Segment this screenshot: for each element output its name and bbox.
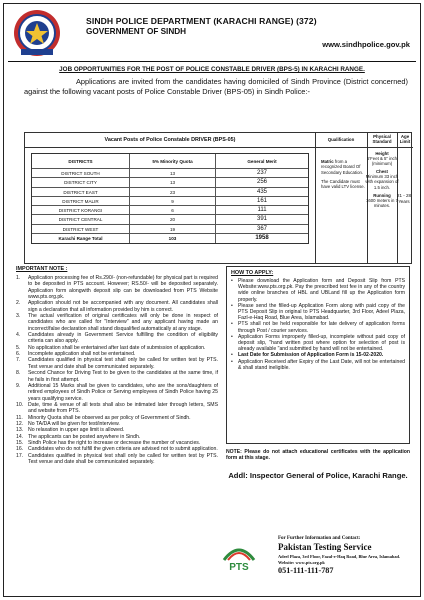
advertisement-page (3, 3, 421, 597)
bullet-icon: • (231, 358, 233, 365)
note-text: NOTE: Please do not attach educational certificates with the application form at this stage. (226, 449, 410, 462)
item-text: Second Chance for Driving Test to be given to the candidates at the same time, if he fails in first attempt. (28, 370, 218, 383)
bullet-icon: • (231, 278, 233, 284)
item-number: 17. (16, 452, 24, 459)
item-text: Candidates qualified in physical test shall only be called for written test by PTS. Test venue and date shall be communicated separately. (28, 452, 218, 465)
qualification-cell: Matric from a recognized Board Of Secondary Education. The Candidate must have valid LTV license. (321, 159, 369, 189)
item-number: 15. (16, 439, 24, 446)
height-value: 5'Feet & 5" inch (minimum) (366, 156, 398, 167)
pts-website: Website: www.pts.org.pk (278, 560, 325, 565)
item-number: 16. (16, 446, 24, 453)
how-to-apply-item (231, 359, 405, 371)
pts-contact (278, 536, 418, 575)
district-table (31, 153, 309, 244)
item-text: Date, time & venue of all tests shall also be intimated later through letters, SMS and website from PTS. (28, 401, 218, 415)
item-number: 1. (16, 275, 21, 281)
important-note-item (16, 275, 218, 300)
item-text: Application should not be accompanied with any document. All candidates shall sign a declaration that all information provided by him is correct. (28, 300, 218, 313)
item-number: 10. (16, 401, 24, 408)
how-to-apply-item (231, 303, 405, 322)
table-row: DISTRICT KORANGI 6 111 (32, 206, 308, 215)
physical-standard-cell: Height 5'Feet & 5" inch (minimum) Chest Minimum 33 inch with expansion of 1.5 inch. Running 1600 meters in 7 minutes. (365, 151, 399, 208)
important-note-item (16, 313, 218, 332)
item-text: Last Date for Submission of Application Form is 15-02-2020. (238, 352, 384, 359)
department-title: SINDH POLICE DEPARTMENT (KARACHI RANGE) (372) (86, 16, 317, 26)
item-number: 9. (16, 382, 21, 389)
item-number: 7. (16, 357, 21, 364)
important-note-item (16, 370, 218, 383)
how-to-apply-box (226, 266, 410, 444)
item-text: No relaxation in upper age limit is allowed. (28, 427, 125, 434)
running-value: 1600 meters in 7 minutes. (365, 197, 398, 208)
how-to-apply-item (231, 278, 405, 303)
job-title: JOB OPPORTUNITIES FOR THE POST OF POLICE CONSTABLE DRIVER (BPS-5) IN KARACHI RANGE. (59, 66, 365, 73)
item-number: 2. (16, 300, 21, 307)
age-limit-header: Age Limit (399, 134, 411, 145)
item-number: 4. (16, 332, 21, 339)
pts-contact-line: For Further Information and Contact: (278, 536, 361, 541)
bullet-icon: • (231, 321, 233, 328)
item-number: 8. (16, 370, 21, 377)
lower-section (16, 266, 410, 596)
vacancy-table (24, 132, 412, 264)
important-note-item (16, 357, 218, 370)
physical-standard-header: Physical Standard (372, 134, 392, 145)
license-requirement: The Candidate must have valid LTV license. (321, 178, 365, 190)
sindh-police-emblem-icon (12, 8, 62, 58)
how-to-apply-item (231, 321, 405, 333)
item-text: Candidates who do not fulfill the given criteria are advised not to submit application. (28, 446, 218, 453)
item-text: Application processing fee of Rs.290/- (non-refundable) for physical part is required to be deposited in PTS account. However; RS.50/- will be deposited separately. Application form alongwith deposit slip can be downloaded from PTS Website www.pts.org.pk. (28, 275, 218, 301)
pts-name: Pakistan Testing Service (278, 542, 372, 552)
item-text: Sindh Police has the right to increase or decrease the number of vacancies. (28, 439, 201, 446)
table-row: DISTRICT CITY 13 256 (32, 178, 308, 187)
item-text: The applicants can be posted anywhere in Sindh. (28, 433, 141, 440)
table-row: DISTRICT SOUTH 13 237 (32, 169, 308, 178)
table-row: DISTRICT EAST 23 435 (32, 188, 308, 197)
item-number: 11. (16, 414, 23, 421)
important-note-item (16, 300, 218, 313)
department-website: www.sindhpolice.gov.pk (322, 40, 410, 49)
item-text: Application Received after Expiry of the Last Date, will not be entertained & shall stand ineligible. (238, 358, 405, 371)
important-note-item (16, 453, 218, 466)
table-row: DISTRICT WEST 19 367 (32, 225, 308, 234)
item-text: Additional 15 Marks shall be given to candidates, who are the sons/daughters of retired employees of Sindh Police or Serving employees of Sindh Police having 25 years qualifying service. (28, 382, 218, 402)
table-row: DISTRICT MALIR 9 161 (32, 197, 308, 206)
how-to-apply-list (231, 278, 405, 371)
issuing-authority: Addl: Inspector General of Police, Karachi Range. (228, 471, 408, 480)
item-number: 14. (16, 433, 24, 440)
bullet-icon: • (231, 333, 233, 340)
total-row: Karachi Range Total 103 1958 (32, 234, 308, 243)
age-limit-cell: 21 - 28 Years (396, 193, 411, 204)
how-to-apply-title: HOW TO APPLY: (231, 270, 274, 276)
pts-logo-icon (218, 538, 260, 572)
district-table-header (32, 154, 308, 169)
item-text: Candidates already in Government Service fulfilling the condition of eligibility criteria can also apply. (28, 332, 218, 345)
how-to-apply-item (231, 334, 405, 353)
bullet-icon: • (231, 302, 233, 309)
header-divider (8, 61, 416, 62)
important-note-item (16, 383, 218, 402)
item-text: Please download the Application form and Deposit Slip from PTS Website:www.pts.org.pk. Pay the prescribed test fee in any of the country wide online branches of HBL and UBLand fill up the Application form properly. (238, 278, 405, 303)
important-note-title: IMPORTANT NOTE : (16, 266, 68, 272)
item-text: Please send the filled-up Application Form along with paid copy of the PTS Deposit Slip in original to PTS Headquarter, 3rd Floor, Adeel Plaza, Fazl-e-Haq Road, Blue Area, Islamabad. (238, 302, 405, 322)
item-text: No TA/DA will be given for test/interview. (28, 420, 120, 427)
important-notes-list (16, 275, 218, 465)
item-text: Candidates qualified in physical test shall only be called for written test by PTS. Test venue and date shall be communicated separately. (28, 357, 218, 370)
districts-header: DISTRICTS (32, 154, 130, 168)
item-number: 6. (16, 351, 21, 358)
vacancy-caption: Vacant Posts of Police Constable DRIVER (BPS-05) (104, 137, 236, 143)
pts-address: Adeel Plaza, 3rd Floor, Fazal-e-Haq Road, Blue Area, Islamabad. (278, 554, 401, 559)
minority-quota-header: 5% Minority Quota (130, 154, 216, 168)
item-text: PTS shall not be held responsible for late delivery of application forms through Post / courier services. (238, 321, 405, 334)
item-text: No application shall be entertained after last date of submission of application. (28, 344, 206, 351)
government-title: GOVERNMENT OF SINDH (86, 27, 187, 36)
item-text: Incomplete application shall not be entertained. (28, 351, 136, 358)
header (4, 4, 420, 60)
important-note-item (16, 402, 218, 415)
chest-value: Minimum 33 inch with expansion of 1.5 inch. (365, 174, 399, 190)
item-number: 13. (16, 427, 24, 434)
svg-text:PTS: PTS (229, 562, 249, 572)
important-notes (16, 266, 218, 465)
item-number: 12. (16, 420, 24, 427)
item-text: Minority Quota shall be observed as per policy of Government of Sindh. (28, 414, 191, 421)
bullet-icon: • (231, 352, 233, 359)
pts-phone: 051-111-111-787 (278, 566, 334, 575)
item-number: 3. (16, 313, 21, 320)
item-text: Application Forms improperly filled-up, incomplete without paid copy of deposit slip, "hand written post where option for selection of post is already available "and submitted by hand will not be entertained. (238, 333, 405, 353)
intro-paragraph: Applications are invited from the candidates having domiciled of Sindh Province (District concerned) against the following vacant posts of Police Constable Driver (BPS-05) in Sindh Police:- (24, 77, 408, 97)
qualification-header: Qualification (327, 137, 355, 142)
important-note-item (16, 332, 218, 345)
general-merit-header: General Merit (247, 159, 277, 164)
table-row: DISTRICT CENTRAL 20 391 (32, 215, 308, 224)
item-number: 5. (16, 344, 21, 351)
item-text: The actual verification of original certificates will only be done in respect of candidates who are called for "Interview" and any applicant having made an incorrect/false declaration shall stand disqualified automatically at any stage. (28, 313, 218, 332)
